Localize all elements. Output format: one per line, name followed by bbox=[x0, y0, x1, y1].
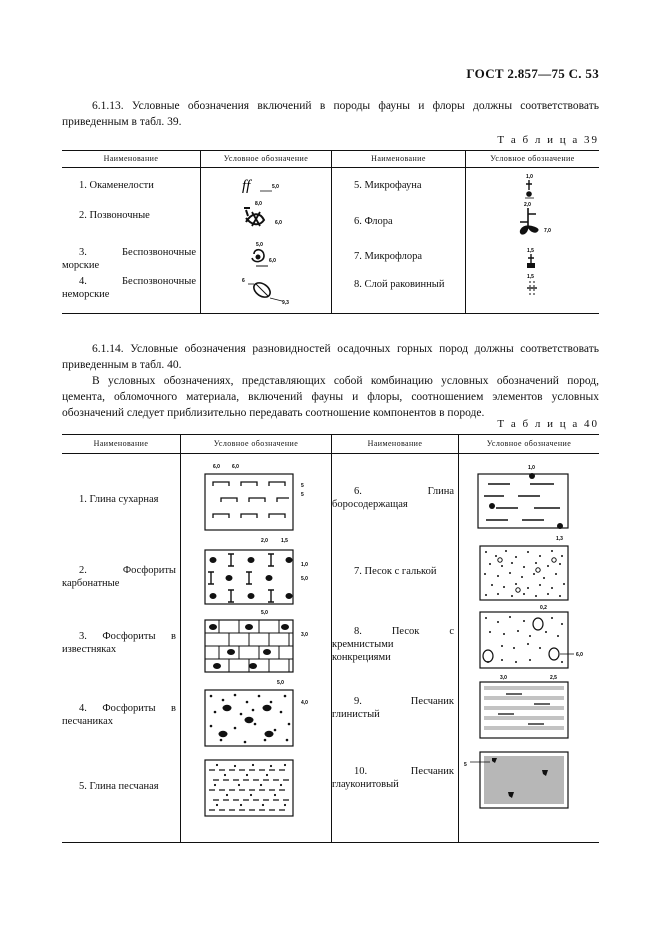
table-40-col-name: Наименование bbox=[93, 439, 149, 448]
dim-label: 5 bbox=[301, 492, 304, 498]
table-39-divider bbox=[465, 151, 466, 313]
shell-layer-symbol bbox=[522, 272, 542, 302]
dim-label: 6,0 bbox=[213, 464, 220, 470]
sand-siliceous-concretion-symbol bbox=[478, 604, 598, 670]
table-40-bottom-rule bbox=[62, 842, 599, 843]
table-40-col-symbol: Условное обозначение bbox=[213, 439, 299, 448]
dim-label: 1,0 bbox=[301, 562, 308, 568]
running-title: ГОСТ 2.857—75 С. 53 bbox=[466, 66, 599, 81]
dim-label: 9,3 bbox=[282, 300, 289, 306]
dim-label: 5,0 bbox=[261, 610, 268, 616]
table-39-bottom-rule bbox=[62, 313, 599, 314]
dim-label: 1,0 bbox=[528, 465, 535, 471]
dim-label: 1,3 bbox=[556, 536, 563, 542]
table-39-row-1: 1. Окаменелости bbox=[79, 180, 154, 191]
dim-label: 5 bbox=[301, 483, 304, 489]
table-39-caption: Т а б л и ц а 39 bbox=[497, 134, 599, 146]
dim-label: 5,0 bbox=[277, 680, 284, 686]
dim-label: 5,0 bbox=[256, 242, 263, 248]
table-39-row-4: 4. Беспозвоночные неморские bbox=[62, 276, 196, 300]
paragraph-6-1-14-continued-text: В условных обозначениях, представляющих собой комбинацию условных обозначений пород, цемента, обломочного материала, включений фауны и флоры, соотношением элементов условных обозначений следует приблизительно передавать соотношение компонентов в породе. bbox=[62, 375, 599, 419]
marine-invertebrate-symbol bbox=[246, 240, 286, 272]
microfauna-symbol bbox=[520, 172, 540, 202]
svg-text:ff: ff bbox=[242, 178, 251, 194]
dim-label: 3,0 bbox=[301, 632, 308, 638]
table-39-row-2: 2. Позвоночные bbox=[79, 210, 150, 221]
table-40-divider bbox=[180, 435, 181, 842]
table-40-row-10: 10. Песчаник глауконитовый bbox=[332, 766, 454, 790]
paragraph-6-1-14 bbox=[62, 341, 599, 373]
flora-symbol bbox=[516, 200, 560, 244]
dim-label: 4,0 bbox=[301, 700, 308, 706]
clay-hard-symbol bbox=[205, 462, 325, 534]
sandy-clay-symbol bbox=[205, 756, 295, 820]
microflora-symbol bbox=[522, 246, 542, 274]
table-40-row-7: 7. Песок с галькой bbox=[354, 566, 437, 577]
table-39-row-6: 6. Флора bbox=[354, 216, 393, 227]
table-40-divider bbox=[458, 435, 459, 842]
table-39-row-7: 7. Микрофлора bbox=[354, 251, 422, 262]
table-39-col-name: Наименование bbox=[103, 154, 159, 163]
table-40-row-1: 1. Глина сухарная bbox=[79, 494, 159, 505]
paragraph-6-1-13-text: 6.1.13. Условные обозначения включений в породы фауны и флоры должны соответствовать приведенным в табл. 39. bbox=[62, 100, 599, 128]
dim-label: 1,5 bbox=[281, 538, 288, 544]
dim-label: 6,0 bbox=[275, 220, 282, 226]
vertebrate-symbol bbox=[242, 200, 292, 234]
glauconite-sandstone-symbol bbox=[464, 748, 574, 812]
table-40-row-8: 8. Песок с кремнистыми конкрециями bbox=[332, 626, 454, 663]
table-39-row-8: 8. Слой раковинный bbox=[354, 279, 445, 290]
dim-label: 5,0 bbox=[301, 576, 308, 582]
dim-label: 6,0 bbox=[232, 464, 239, 470]
table-40-row-5: 5. Глина песчаная bbox=[79, 781, 159, 792]
table-39-divider bbox=[331, 151, 332, 313]
clayey-sandstone-symbol bbox=[478, 674, 572, 740]
dim-label: 2,0 bbox=[261, 538, 268, 544]
paragraph-6-1-14-text: 6.1.14. Условные обозначения разновидностей осадочных горных пород должны соответствовать приведенным в табл. 40. bbox=[62, 343, 599, 371]
table-39-divider bbox=[200, 151, 201, 313]
dim-label: 3,0 bbox=[500, 675, 507, 681]
dim-label: 5 bbox=[464, 762, 467, 768]
dim-label: 8,0 bbox=[255, 201, 262, 207]
dim-label: 2,0 bbox=[524, 202, 531, 208]
paragraph-6-1-13 bbox=[62, 98, 599, 130]
fossil-symbol bbox=[240, 172, 290, 196]
boron-clay-symbol bbox=[474, 462, 584, 544]
table-40-col-symbol: Условное обозначение bbox=[486, 439, 572, 448]
sand-pebble-symbol bbox=[478, 544, 570, 604]
table-39-row-5: 5. Микрофауна bbox=[354, 180, 422, 191]
dim-label: 6 bbox=[242, 278, 245, 284]
dim-label: 2,5 bbox=[550, 675, 557, 681]
table-40-row-6: 6. Глина боросодержащая bbox=[332, 486, 454, 510]
table-40-caption: Т а б л и ц а 40 bbox=[497, 418, 599, 430]
table-40-col-name: Наименование bbox=[367, 439, 423, 448]
nonmarine-invertebrate-symbol bbox=[242, 274, 294, 306]
table-39-col-symbol: Условное обозначение bbox=[490, 154, 575, 163]
table-39-row-3: 3. Беспозвоночные морские bbox=[62, 247, 196, 271]
table-40-row-3: 3. Фосфориты в известняках bbox=[62, 631, 176, 655]
table-40-row-2: 2. Фосфориты карбонатные bbox=[62, 565, 176, 589]
paragraph-6-1-14-continued bbox=[62, 373, 599, 421]
dim-label: 6,0 bbox=[269, 258, 276, 264]
dim-label: 6,0 bbox=[576, 652, 583, 658]
phosphorite-carbonate-symbol bbox=[205, 536, 325, 606]
dim-label: 1,0 bbox=[526, 174, 533, 180]
table-39-col-symbol: Условное обозначение bbox=[223, 154, 309, 163]
dim-label: 1,5 bbox=[527, 274, 534, 280]
table-40-row-9: 9. Песчаник глинистый bbox=[332, 696, 454, 720]
phosphorite-limestone-symbol bbox=[205, 608, 325, 674]
dim-label: 0,2 bbox=[540, 605, 547, 611]
table-40-row-4: 4. Фосфориты в песчаниках bbox=[62, 703, 176, 727]
dim-label: 1,5 bbox=[527, 248, 534, 254]
dim-label: 7,0 bbox=[544, 228, 551, 234]
phosphorite-sandstone-symbol bbox=[205, 678, 325, 748]
dim-label: 5,0 bbox=[272, 184, 279, 190]
table-39-col-name: Наименование bbox=[371, 154, 426, 163]
